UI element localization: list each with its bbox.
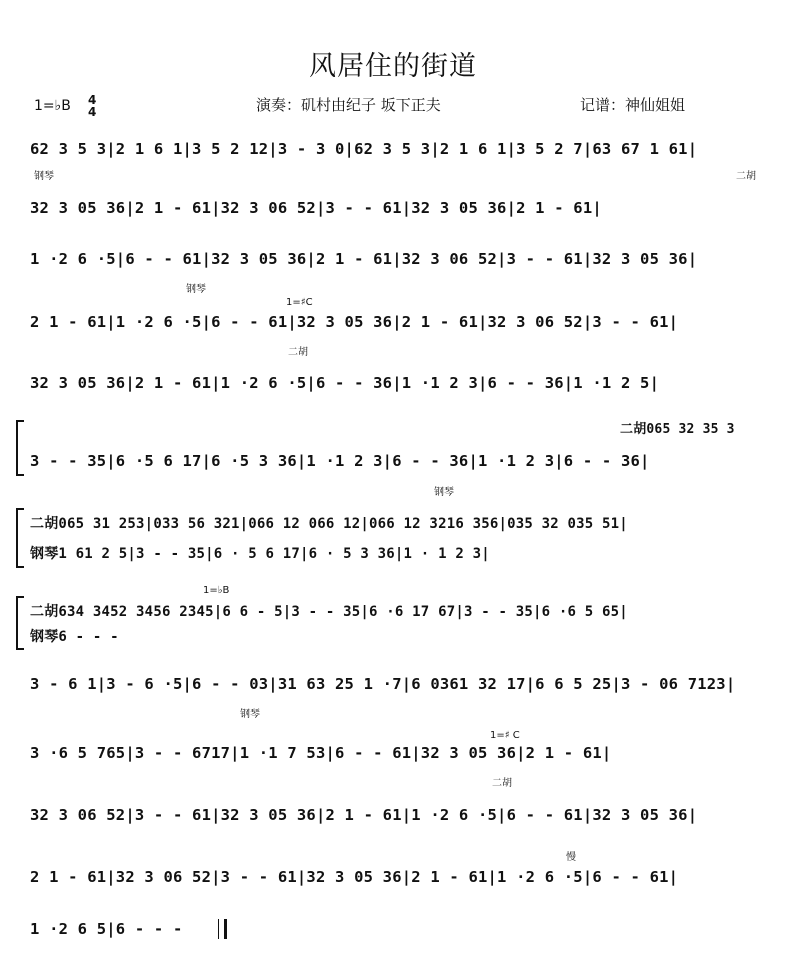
system-brace [16,420,24,476]
performers: 演奏：矶村由纪子 坂下正夫 [256,96,441,114]
score-line-8b: 钢琴6 - - - [30,629,119,645]
instrument-label: 二胡 [492,778,512,789]
score-line-10: 3 ·6 5 765|3 - - 6717|1 ·1 7 53|6 - - 61|32 3 05 36|2 1 - 61| [30,744,612,762]
time-signature-top: 4 [88,93,97,107]
score-line-6: 3 - - 35|6 ·5 6 17|6 ·5 3 36|1 ·1 2 3|6 - - 36|1 ·1 2 3|6 - - 36| [30,452,650,470]
score-line-1: 62 3 5 3|2 1 6 1|3 5 2 12|3 - 3 0|62 3 5 3|2 1 6 1|3 5 2 7|63 67 1 61| [30,140,698,158]
time-signature-bottom: 4 [88,105,97,119]
key-signature: 1=♭B [34,98,71,114]
score-line-6a: 二胡065 32 35 3 [620,422,735,437]
score-line-7b: 钢琴1 61 2 5|3 - - 35|6 · 5 6 17|6 · 5 3 36|1 · 1 2 3| [30,546,490,562]
final-barline [218,919,227,939]
instrument-label: 钢琴 [34,171,54,182]
instrument-label: 二胡 [288,347,308,358]
score-line-11: 32 3 06 52|3 - - 61|32 3 05 36|2 1 - 61|1 ·2 6 ·5|6 - - 61|32 3 05 36| [30,806,698,824]
score-line-5: 32 3 05 36|2 1 - 61|1 ·2 6 ·5|6 - - 36|1 ·1 2 3|6 - - 36|1 ·1 2 5| [30,374,660,392]
time-signature [88,94,96,118]
instrument-label: 钢琴 [240,709,260,720]
key-change: 1=♭B [203,585,230,596]
transcriber: 记谱：神仙姐姐 [580,96,686,114]
score-title: 风居住的街道 [309,51,477,82]
score-line-4: 2 1 - 61|1 ·2 6 ·5|6 - - 61|32 3 05 36|2 1 - 61|32 3 06 52|3 - - 61| [30,313,679,331]
instrument-label: 二胡 [736,171,756,182]
score-line-3: 1 ·2 6 ·5|6 - - 61|32 3 05 36|2 1 - 61|32 3 06 52|3 - - 61|32 3 05 36| [30,250,698,268]
key-change: 1=♯ C [490,730,520,741]
instrument-label: 钢琴 [186,284,206,295]
tempo-marking: 慢 [566,852,576,863]
key-change: 1=♯C [286,297,313,308]
instrument-label: 钢琴 [434,487,454,498]
score-line-13: 1 ·2 6 5|6 - - - [30,920,183,938]
system-brace [16,596,24,650]
score-line-2: 32 3 05 36|2 1 - 61|32 3 06 52|3 - - 61|32 3 05 36|2 1 - 61| [30,199,602,217]
score-line-8a: 二胡634 3452 3456 2345|6 6 - 5|3 - - 35|6 ·6 17 67|3 - - 35|6 ·6 5 65| [30,604,628,620]
score-line-9: 3 - 6 1|3 - 6 ·5|6 - - 03|31 63 25 1 ·7|6 0361 32 17|6 6 5 25|3 - 06 7123| [30,675,736,693]
score-line-7a: 二胡065 31 253|033 56 321|066 12 066 12|066 12 3216 356|035 32 035 51| [30,516,628,532]
system-brace [16,508,24,568]
score-line-12: 2 1 - 61|32 3 06 52|3 - - 61|32 3 05 36|2 1 - 61|1 ·2 6 ·5|6 - - 61| [30,868,679,886]
